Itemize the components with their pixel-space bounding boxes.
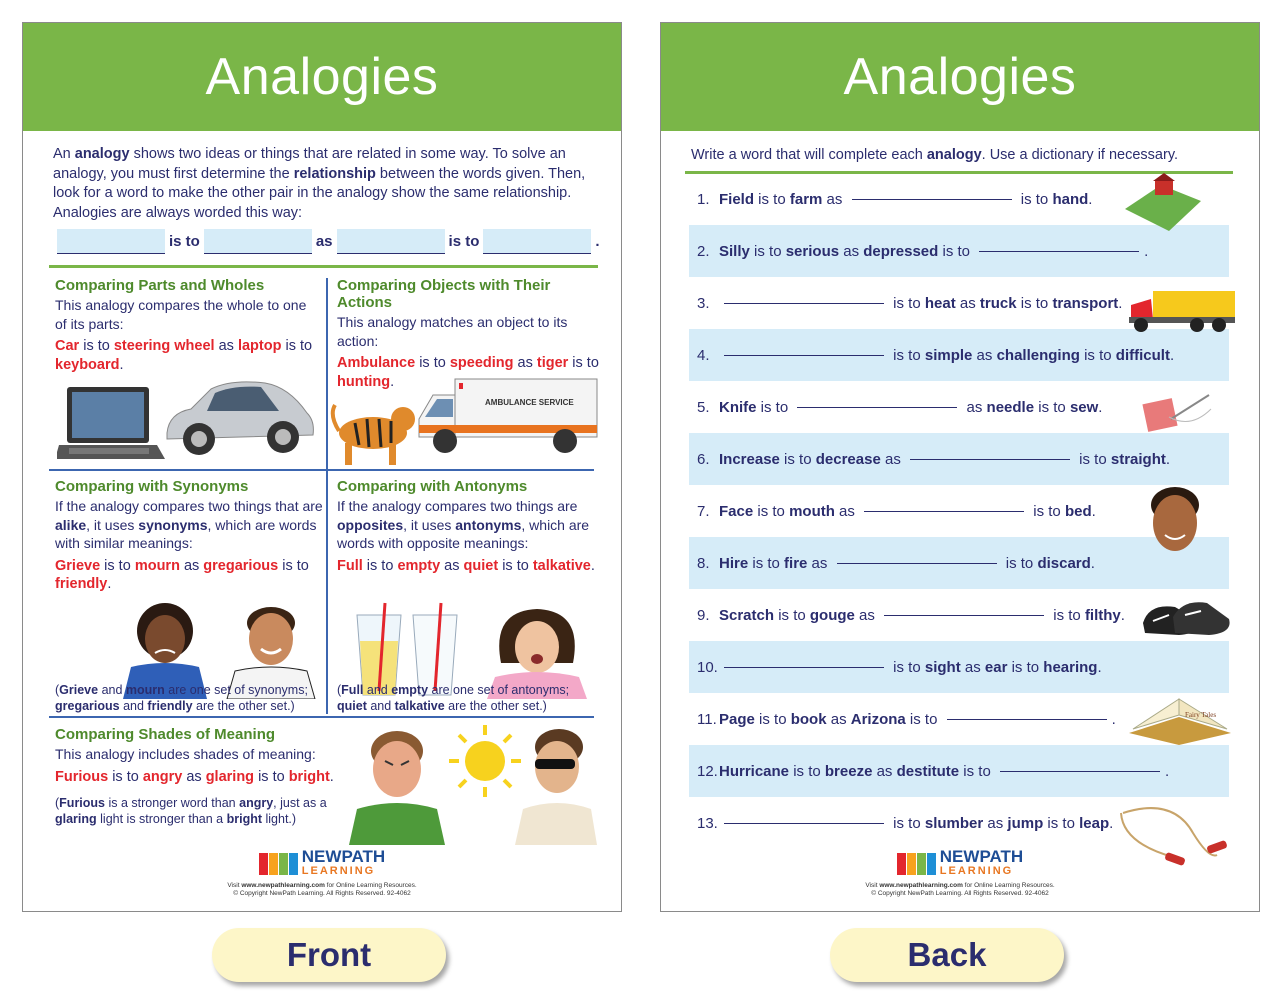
analogy-text: is to <box>1075 450 1111 468</box>
back-tab[interactable]: Back <box>830 928 1064 982</box>
analogy-text: is to <box>1001 554 1038 572</box>
face-icon <box>1147 483 1203 559</box>
analogy-text: is to <box>1079 346 1116 364</box>
analogy-text: as <box>834 502 860 520</box>
analogy-text: . <box>1120 606 1125 624</box>
furious-boy-icon <box>345 725 449 845</box>
analogy-text: as <box>839 242 864 260</box>
car-icon <box>161 373 317 463</box>
analogy-text: as <box>972 346 997 364</box>
analogy-text: is to <box>754 190 790 208</box>
exercise-number: 7. <box>697 502 710 520</box>
analogy-text: as <box>872 762 897 780</box>
exercise-number: 1. <box>697 190 710 208</box>
exercise-number: 2. <box>697 242 710 260</box>
analogy-word: Page <box>719 710 755 728</box>
analogy-text: . <box>1165 450 1171 468</box>
exercise-row <box>689 745 1229 797</box>
analogy-text: is to <box>889 346 925 364</box>
front-title: Analogies <box>205 48 439 106</box>
analogy-word: Face <box>719 502 754 520</box>
analogy-text: is to <box>889 294 925 312</box>
back-title: Analogies <box>843 48 1077 106</box>
analogy-text: . <box>1090 554 1095 572</box>
analogy-word: sight <box>924 658 961 676</box>
exercise-number: 6. <box>697 450 710 468</box>
divider <box>49 469 594 471</box>
exercise-row <box>689 329 1229 381</box>
analogy-word: Increase <box>719 450 780 468</box>
analogy-word: depressed <box>863 242 939 260</box>
analogy-word: difficult <box>1115 346 1170 364</box>
exercise-number: 12. <box>697 762 718 780</box>
front-card <box>22 22 622 912</box>
section-heading: Comparing with Synonyms <box>55 478 249 495</box>
analogy-word: Arizona <box>850 710 906 728</box>
shoes-icon <box>1139 593 1233 645</box>
laptop-icon <box>57 385 167 463</box>
exercise-number: 5. <box>697 398 710 416</box>
analogy-word: filthy <box>1084 606 1121 624</box>
example: Car is to steering wheel as laptop is to keyboard. <box>55 338 313 373</box>
analogy-word: challenging <box>996 346 1080 364</box>
analogy-word: jump <box>1007 814 1044 832</box>
sun-icon <box>447 723 523 799</box>
analogy-word: leap <box>1079 814 1110 832</box>
svg-text:AMBULANCE SERVICE: AMBULANCE SERVICE <box>485 398 574 407</box>
exercise-row <box>689 641 1229 693</box>
divider <box>49 716 594 718</box>
truck-icon <box>1127 285 1239 333</box>
example: Furious is to angry as glaring is to bright. <box>55 768 334 785</box>
analogy-word: Hurricane <box>719 762 790 780</box>
exercise-number: 11. <box>697 710 717 728</box>
template-blank <box>337 229 445 254</box>
needle-thread-icon <box>1141 389 1215 435</box>
analogy-word: farm <box>789 190 823 208</box>
synonyms-note: (Grieve and mourn are one set of synonyms; gregarious and friendly are the other set.) <box>55 683 308 713</box>
analogy-word: transport <box>1052 294 1119 312</box>
section-parts-wholes: Comparing Parts and Wholes This analogy compares the whole to one of its parts: Car is to steering wheel as laptop is to keyboard. <box>55 277 317 374</box>
analogy-text: . <box>1164 762 1170 780</box>
analogy-text: as <box>962 398 987 416</box>
analogy-text: is to <box>1043 814 1080 832</box>
analogy-text: . <box>1097 658 1102 676</box>
instructions: Write a word that will complete each analogy. Use a dictionary if necessary. <box>691 147 1179 163</box>
analogy-text: is to <box>774 606 810 624</box>
front-tab[interactable]: Front <box>212 928 446 982</box>
tiger-icon <box>329 395 415 467</box>
analogy-word: fire <box>784 554 808 572</box>
newpath-logo: NEWPATH LEARNING Visit www.newpathlearning.com for Online Learning Resources. © Copyright NewPath Learning. All Rights Reserved. 92-4062 <box>227 847 417 897</box>
analogy-word: hand <box>1052 190 1089 208</box>
analogy-word: Silly <box>719 242 750 260</box>
template-blank <box>483 229 591 254</box>
exercise-number: 8. <box>697 554 710 572</box>
analogy-text: as <box>960 658 985 676</box>
analogy-text: is to <box>1049 606 1085 624</box>
section-synonyms: Comparing with Synonyms If the analogy compares two things that are alike, it uses synonyms, which are words with similar meanings: Grieve is to mourn as gregarious is to friendly. <box>55 478 323 592</box>
book-icon <box>1127 693 1233 745</box>
analogy-word: heat <box>924 294 956 312</box>
example: Full is to empty as quiet is to talkative. <box>337 557 595 574</box>
analogy-text: is to <box>748 554 785 572</box>
analogy-text: as <box>822 190 847 208</box>
example: Ambulance is to speeding as tiger is to hunting. <box>337 355 599 390</box>
answer-blank[interactable] <box>852 199 1012 200</box>
analogy-text: is to <box>779 450 816 468</box>
analogy-word: ear <box>984 658 1008 676</box>
analogy-text: is to <box>1016 294 1053 312</box>
farm-icon <box>1121 169 1203 233</box>
answer-blank[interactable] <box>979 251 1139 252</box>
analogy-text: is to <box>889 658 925 676</box>
exercise-row <box>689 433 1229 485</box>
divider <box>326 278 328 714</box>
answer-blank[interactable] <box>837 563 997 564</box>
analogy-word: hearing <box>1043 658 1098 676</box>
analogy-word: straight <box>1110 450 1166 468</box>
section-heading: Comparing Objects with Their Actions <box>337 277 551 311</box>
analogy-text: . <box>1118 294 1123 312</box>
analogy-text: as <box>955 294 980 312</box>
analogy-text: . <box>1144 242 1149 260</box>
analogy-word: decrease <box>815 450 881 468</box>
antonyms-note: (Full and empty are one set of antonyms; quiet and talkative are the other set.) <box>337 683 570 713</box>
analogy-text: is to <box>1016 190 1053 208</box>
logo-icon <box>897 853 936 875</box>
analogy-text: . <box>1169 346 1175 364</box>
answer-blank[interactable] <box>724 303 884 304</box>
logo-icon <box>259 853 298 875</box>
exercise-number: 9. <box>697 606 710 624</box>
front-title-banner <box>23 23 621 131</box>
analogy-text: as <box>854 606 880 624</box>
analogy-word: book <box>790 710 827 728</box>
answer-blank[interactable] <box>797 407 957 408</box>
ambulance-icon <box>415 375 603 461</box>
template-blank <box>204 229 312 254</box>
analogy-word: bed <box>1064 502 1092 520</box>
answer-blank[interactable] <box>724 355 884 356</box>
section-heading: Comparing with Antonyms <box>337 478 528 495</box>
visit-line: Visit www.newpathlearning.com for Online Learning Resources. © Copyright NewPath Learning. All Rights Reserved. 92-4062 <box>227 882 417 897</box>
analogy-text: is to <box>753 502 790 520</box>
analogy-text: is to <box>905 710 942 728</box>
analogy-text: is to <box>754 710 791 728</box>
analogy-text: as <box>826 710 851 728</box>
exercise-number: 13. <box>697 814 718 832</box>
analogy-word: simple <box>924 346 973 364</box>
back-title-banner <box>661 23 1259 131</box>
analogy-text: . <box>1111 710 1116 728</box>
analogy-word: Knife <box>719 398 757 416</box>
analogy-text: is to <box>789 762 825 780</box>
analogy-word: mouth <box>789 502 835 520</box>
svg-text:Fairy Tales: Fairy Tales <box>1185 711 1217 719</box>
answer-blank[interactable] <box>884 615 1044 616</box>
analogy-template: is to as is to . <box>53 229 600 254</box>
analogy-text: is to <box>938 242 975 260</box>
analogy-text: is to <box>959 762 995 780</box>
intro-paragraph: An analogy shows two ideas or things that are related in some way. To solve an analogy, you must first determine the relationship between the words given. Then, look for a word to make the other pair in the analogy show the same relationship. Analogies are always worded this way: <box>53 146 586 221</box>
answer-blank[interactable] <box>724 823 884 824</box>
divider <box>49 265 598 268</box>
section-heading: Comparing Parts and Wholes <box>55 277 265 294</box>
visit-line: Visit www.newpathlearning.com for Online Learning Resources. © Copyright NewPath Learning. All Rights Reserved. 92-4062 <box>865 882 1055 897</box>
exercise-number: 4. <box>697 346 710 364</box>
newpath-logo: NEWPATH LEARNING Visit www.newpathlearning.com for Online Learning Resources. © Copyright NewPath Learning. All Rights Reserved. 92-4062 <box>865 847 1055 897</box>
section-heading: Comparing Shades of Meaning <box>55 726 276 743</box>
section-objects-actions: Comparing Objects with Their Actions This analogy matches an object to its action: Ambulance is to speeding as tiger is to hunting. <box>337 277 599 390</box>
section-antonyms: Comparing with Antonyms If the analogy compares two things are opposites, it uses antonyms, which are words with opposite meanings: Full is to empty as quiet is to talkative. <box>337 478 599 575</box>
template-blank <box>57 229 165 254</box>
analogy-text: as <box>983 814 1008 832</box>
analogy-word: discard <box>1037 554 1091 572</box>
analogy-text: is to <box>1007 658 1044 676</box>
answer-blank[interactable] <box>947 719 1107 720</box>
exercise-number: 10. <box>697 658 718 676</box>
section-shades: Comparing Shades of Meaning This analogy includes shades of meaning: Furious is to angry as glaring is to bright. <box>55 726 355 786</box>
analogy-word: truck <box>979 294 1017 312</box>
analogy-text: is to <box>1034 398 1070 416</box>
answer-blank[interactable] <box>724 667 884 668</box>
analogy-text: is to <box>1029 502 1065 520</box>
analogy-text: is to <box>889 814 925 832</box>
analogy-word: gouge <box>809 606 855 624</box>
example: Grieve is to mourn as gregarious is to friendly. <box>55 557 309 592</box>
analogy-word: Scratch <box>719 606 775 624</box>
shades-note: (Furious is a stronger word than angry, just as a glaring light is stronger than a bright light.) <box>55 796 327 826</box>
answer-blank[interactable] <box>864 511 1024 512</box>
analogy-word: breeze <box>824 762 873 780</box>
analogy-text: is to <box>749 242 786 260</box>
analogy-word: sew <box>1069 398 1099 416</box>
analogy-word: slumber <box>924 814 984 832</box>
analogy-word: needle <box>986 398 1035 416</box>
analogy-word: Hire <box>719 554 749 572</box>
answer-blank[interactable] <box>910 459 1070 460</box>
answer-blank[interactable] <box>1000 771 1160 772</box>
back-card <box>660 22 1260 912</box>
analogy-text: . <box>1091 502 1096 520</box>
analogy-word: serious <box>785 242 840 260</box>
sunglasses-man-icon <box>513 725 597 845</box>
analogy-text: . <box>1109 814 1114 832</box>
analogy-text: is to <box>756 398 793 416</box>
analogy-text: . <box>1098 398 1103 416</box>
exercise-number: 3. <box>697 294 710 312</box>
analogy-text: as <box>880 450 905 468</box>
analogy-word: destitute <box>896 762 960 780</box>
analogy-text: as <box>807 554 832 572</box>
analogy-text: . <box>1088 190 1093 208</box>
analogy-word: Field <box>719 190 755 208</box>
